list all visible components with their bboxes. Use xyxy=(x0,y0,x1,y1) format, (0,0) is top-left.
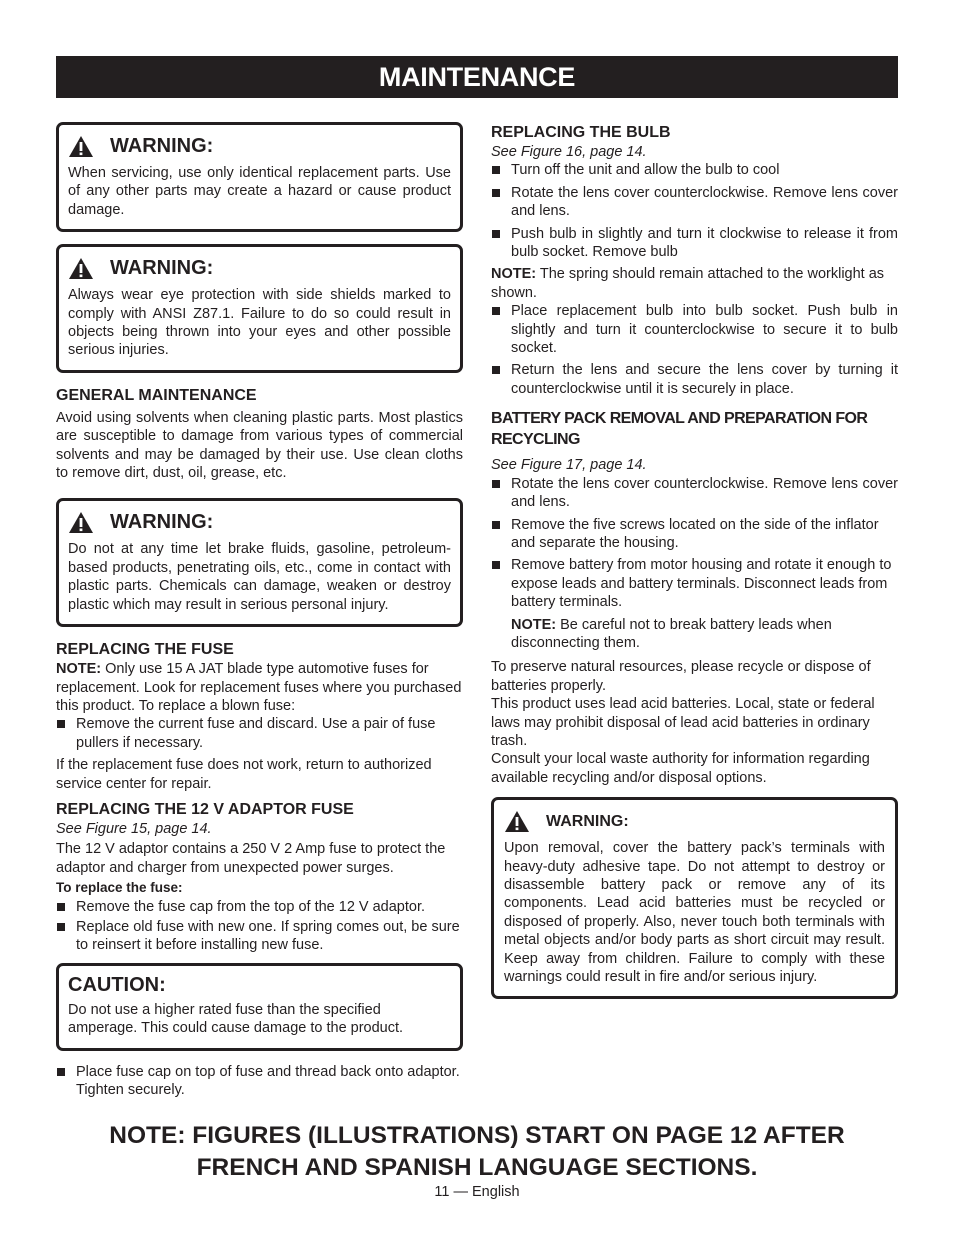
adaptor-fuse-text: The 12 V adaptor contains a 250 V 2 Amp fuse to protect the adaptor and charger from unexpected power surges. xyxy=(56,841,446,876)
list-item: Remove the five screws located on the side of the inflator and separate the housing. xyxy=(491,516,898,553)
page-footer: 11 — English xyxy=(434,1184,520,1200)
figure-reference: See Figure 16, page 14. xyxy=(491,144,647,160)
caution-text: Do not use a higher rated fuse than the specified amperage. This could cause damage to the product. xyxy=(68,1001,404,1037)
battery-note xyxy=(491,616,898,653)
note-label: NOTE: xyxy=(56,661,102,678)
warning-triangle-icon xyxy=(504,810,530,833)
note-label: NOTE: xyxy=(511,616,557,633)
warning-label: WARNING: xyxy=(110,135,214,157)
caution-box xyxy=(56,963,463,1051)
adaptor-fuse-subheading: To replace the fuse: xyxy=(56,880,183,896)
caution-label: CAUTION: xyxy=(68,973,166,996)
warning-box-chemicals xyxy=(56,498,463,627)
warning-triangle-icon xyxy=(68,257,94,280)
figure-reference: See Figure 15, page 14. xyxy=(56,820,212,837)
list-item: Remove the fuse cap from the top of the 12 V adaptor. xyxy=(56,898,463,916)
warning-label: WARNING: xyxy=(110,257,214,280)
replacing-fuse-after: If the replacement fuse does not work, return to authorized service center for repair. xyxy=(56,757,432,792)
warning-triangle-icon xyxy=(68,135,94,158)
note-text: The spring should remain attached to the worklight as shown. xyxy=(491,266,885,301)
battery-heading: BATTERY PACK REMOVAL AND PREPARATION FOR RECYCLING xyxy=(491,410,868,449)
list-item: Place replacement bulb into bulb socket. Push bulb in slightly and turn it counterclockwise to secure it to bulb socket. xyxy=(491,302,898,357)
warning-text: When servicing, use only identical replacement parts. Use of any other parts may create a hazard or cause product damage. xyxy=(68,165,451,218)
left-column xyxy=(56,122,463,1103)
adaptor-fuse-heading: REPLACING THE 12 V ADAPTOR FUSE xyxy=(56,800,354,818)
warning-label: WARNING: xyxy=(546,812,629,830)
warning-box-eye-protection xyxy=(56,244,463,373)
figure-reference: See Figure 17, page 14. xyxy=(491,457,647,474)
list-item: Place fuse cap on top of fuse and thread back onto adaptor. Tighten securely. xyxy=(56,1063,463,1100)
right-column xyxy=(491,122,898,1011)
warning-text: Always wear eye protection with side shields marked to comply with ANSI Z87.1. Failure to do so could result in objects being thrown into your eyes and other possible serious injuries. xyxy=(68,287,451,359)
list-item: Remove the current fuse and discard. Use a pair of fuse pullers if necessary. xyxy=(56,715,463,752)
page-title: MAINTENANCE xyxy=(56,56,898,98)
list-item: Rotate the lens cover counterclockwise. Remove lens cover and lens. xyxy=(491,184,898,221)
list-item: Turn off the unit and allow the bulb to cool xyxy=(491,161,898,179)
general-maintenance-text: Avoid using solvents when cleaning plastic parts. Most plastics are susceptible to damage from various types of commercial solvents and may be damaged by their use. Use clean cloths to remove dirt, dust, oil, grease, etc. xyxy=(56,409,463,482)
warning-box-battery xyxy=(491,797,898,999)
list-item: Rotate the lens cover counterclockwise. Remove lens cover and lens. xyxy=(491,475,898,512)
warning-text: Do not at any time let brake fluids, gasoline, petroleum-based products, penetrating oils, etc., come in contact with plastic parts. Chemicals can damage, weaken or destroy plastic which may result in serious personal injury. xyxy=(68,541,451,613)
battery-paragraph: Consult your local waste authority for information regarding available recycling and/or disposal options. xyxy=(491,751,870,786)
list-item: Replace old fuse with new one. If spring comes out, be sure to reinsert it before installing new fuse. xyxy=(56,918,463,955)
warning-box-replacement-parts xyxy=(56,122,463,232)
note-text: Only use 15 A JAT blade type automotive fuses for replacement. Look for replacement fuses where you purchased this product. To replace a blown fuse: xyxy=(56,661,462,714)
warning-text: Upon removal, cover the battery pack’s terminals with heavy-duty adhesive tape. Do not attempt to destroy or disassemble battery pack or remove any of its components. Lead acid batteries must be recycled or disposed of properly. Also, never touch both terminals with metal objects and/or body parts as short circuit may result. Keep away from children. Failure to comply with these warnings could result in fire and/or serious injury. xyxy=(504,840,885,986)
replacing-fuse-heading: REPLACING THE FUSE xyxy=(56,641,234,659)
note-label: NOTE: xyxy=(491,266,537,283)
replacing-bulb-heading: REPLACING THE BULB xyxy=(491,124,671,141)
note-text: Be careful not to break battery leads when disconnecting them. xyxy=(511,616,832,651)
replacing-bulb-note xyxy=(491,265,898,302)
list-item: Push bulb in slightly and turn it clockwise to release it from bulb socket. Remove bulb xyxy=(491,225,898,262)
warning-label: WARNING: xyxy=(110,511,214,534)
battery-paragraph: This product uses lead acid batteries. Local, state or federal laws may prohibit disposal of lead acid batteries in ordinary trash. xyxy=(491,696,875,749)
replacing-fuse-note xyxy=(56,660,463,715)
general-maintenance-heading: GENERAL MAINTENANCE xyxy=(56,386,257,404)
warning-triangle-icon xyxy=(68,511,94,534)
figures-note: NOTE: FIGURES (ILLUSTRATIONS) START ON PAGE 12 AFTER FRENCH AND SPANISH LANGUAGE SECTIONS. xyxy=(109,1122,845,1181)
list-item: Return the lens and secure the lens cover by turning it counterclockwise until it is securely in place. xyxy=(491,361,898,398)
list-item: Remove battery from motor housing and rotate it enough to expose leads and battery terminals. Disconnect leads from battery terminals. xyxy=(491,556,898,611)
battery-paragraph: To preserve natural resources, please recycle or dispose of batteries properly. xyxy=(491,659,871,694)
